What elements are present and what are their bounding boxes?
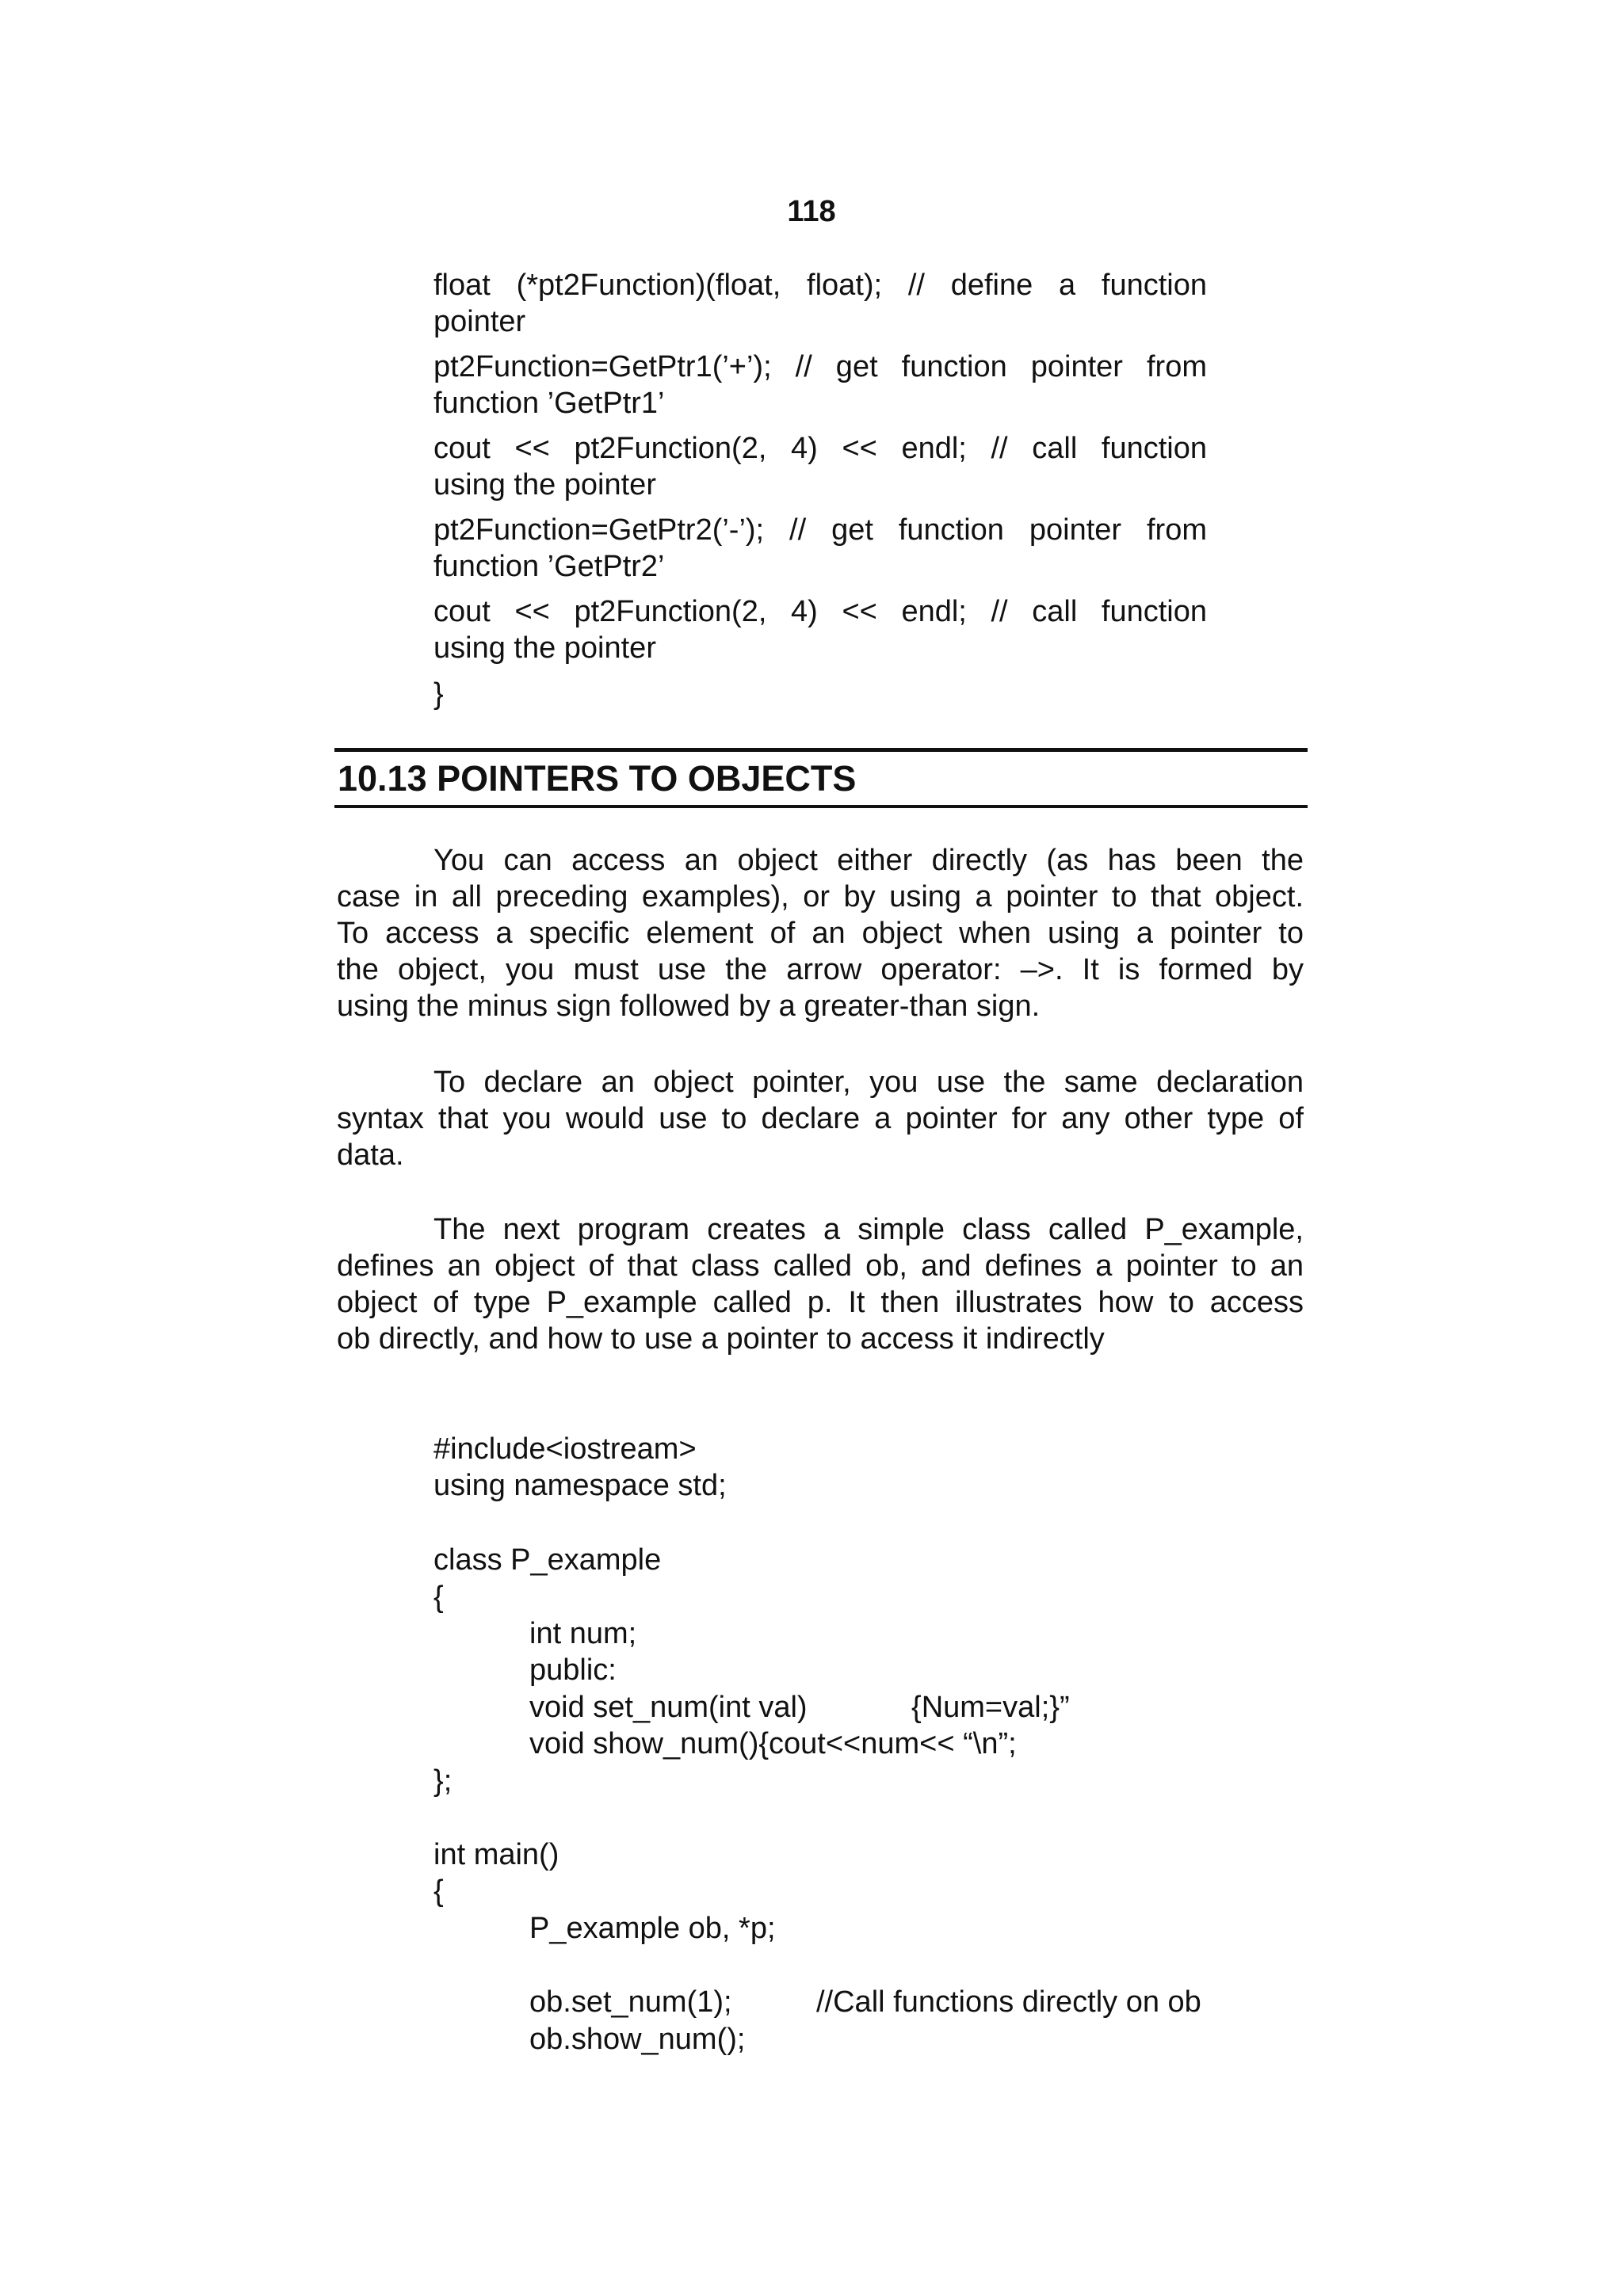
code-text: pt2Function=GetPtr1(’+’); // get function pointer from [433,350,1207,383]
paragraph-line: object of type P_example called p. It then illustrates how to access [337,1286,1304,1319]
code-call-show: ob.show_num(); [529,2023,746,2056]
paragraph [337,842,1304,1024]
code-main-open: { [433,1875,444,1908]
code-continuation: using the pointer [433,631,656,665]
code-decl: P_example ob, *p; [529,1912,776,1945]
paragraph-line: using the minus sign followed by a greater-than sign. [337,990,1041,1023]
code-set-num: void set_num(int val) [529,1691,808,1724]
paragraph-line: the object, you must use the arrow operator: –>. It is formed by [337,953,1304,986]
code-line-5 [433,593,1304,630]
paragraph-line: ob directly, and how to use a pointer to access it indirectly [337,1322,1105,1356]
paragraph-line: data. [337,1138,404,1172]
closing-brace: } [433,677,444,711]
code-line-3 [433,430,1304,467]
code-continuation: using the pointer [433,468,656,502]
paragraph-line: case in all preceding examples), or by using a pointer to that object. [337,880,1304,913]
paragraph-line: To access a specific element of an object when using a pointer to [337,917,1304,950]
code-call-set: ob.set_num(1); [529,1985,732,2019]
paragraph [337,1064,1304,1173]
paragraph-line: defines an object of that class called ob, and defines a pointer to an [337,1249,1304,1283]
code-using: using namespace std; [433,1469,727,1502]
paragraph-line: The next program creates a simple class called P_example, [433,1213,1304,1246]
code-class-decl: class P_example [433,1543,662,1577]
code-continuation: function ’GetPtr1’ [433,387,665,420]
paragraph-line: To declare an object pointer, you use the same declaration [433,1066,1304,1099]
code-line-4 [433,512,1304,548]
paragraph [337,1211,1304,1357]
code-class-close: }; [433,1764,453,1798]
code-main: int main() [433,1838,559,1871]
section-heading-text: 10.13 POINTERS TO OBJECTS [338,758,857,799]
code-set-num-body: {Num=val;}” [911,1691,1070,1724]
code-continuation: pointer [433,305,526,338]
code-line-1 [433,267,1304,303]
code-text: float (*pt2Function)(float, float); // define a function [433,269,1207,302]
section-heading [334,748,1308,808]
code-line-2 [433,349,1304,385]
code-member: int num; [529,1617,637,1650]
code-text: cout << pt2Function(2, 4) << endl; // call function [433,432,1207,465]
paragraph-line: syntax that you would use to declare a pointer for any other type of [337,1102,1304,1135]
paragraph-line: You can access an object either directly (as has been the [433,844,1304,877]
code-show-num: void show_num(){cout<<num<< “\n”; [529,1727,1017,1760]
code-public: public: [529,1653,617,1687]
code-open-brace: { [433,1581,444,1614]
code-comment: //Call functions directly on ob [816,1985,1201,2019]
code-text: pt2Function=GetPtr2(’-’); // get function pointer from [433,513,1207,547]
code-include: #include<iostream> [433,1432,697,1466]
code-text: cout << pt2Function(2, 4) << endl; // call function [433,595,1207,628]
page-number: 118 [787,195,836,228]
code-continuation: function ’GetPtr2’ [433,550,665,583]
